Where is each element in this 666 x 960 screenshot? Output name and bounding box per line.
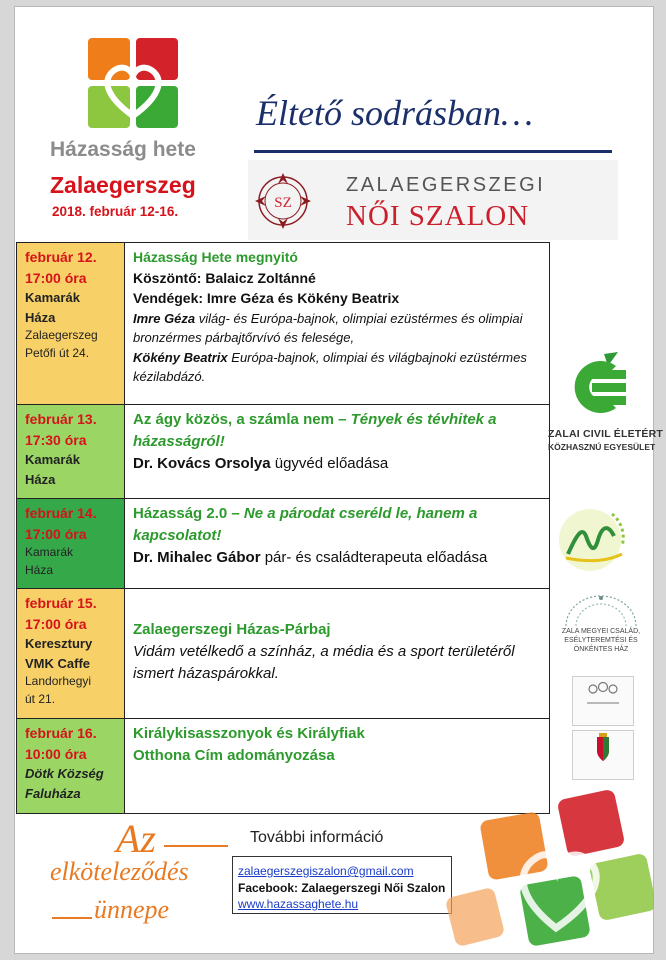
- slogan-rule: [52, 917, 92, 919]
- event-dates: 2018. február 12-16.: [52, 204, 179, 219]
- tagline-underline: [254, 150, 612, 153]
- slogan-line1: Az: [116, 816, 156, 861]
- event-description: [125, 243, 549, 405]
- event-place: VMK Caffe: [25, 655, 91, 671]
- event-place: Háza: [25, 309, 56, 325]
- event-description: [125, 405, 549, 499]
- event-speaker: Dr. Kovács Orsolya ügyvéd előadása: [133, 455, 389, 473]
- event-place: Kamarák: [25, 545, 74, 560]
- zala-logo-text: ZALA MEGYEI CSALÁD, ESÉLYTEREMTÉSI ÉS ÖNKÉNTES HÁZ: [561, 628, 641, 653]
- event-date-cell: [17, 719, 125, 813]
- event-date: február 16.: [25, 725, 97, 741]
- event-row-feb15: [16, 588, 550, 720]
- event-time: 10:00 óra: [25, 745, 87, 762]
- coat-of-arms-icon: [573, 731, 633, 765]
- event-place: Háza: [25, 563, 54, 578]
- csaladbarat-logo: [572, 676, 634, 726]
- event-row-feb12: [16, 242, 550, 406]
- event-greeting: Köszöntő: Balaicz Zoltánné: [133, 269, 316, 286]
- event-place: Háza: [25, 471, 56, 487]
- event-title: Otthona Cím adományozása: [133, 747, 335, 765]
- event-address: Petőfi út 24.: [25, 345, 90, 360]
- event-address: Landorhegyi: [25, 673, 92, 688]
- noi-szalon-logo: [248, 160, 618, 240]
- email-link[interactable]: zalaegerszegiszalon@gmail.com: [238, 864, 414, 878]
- event-guest-bio: Kökény Beatrix Európa-bajnok, olimpiai és világbajnoki ezüstérmes kézilabdázó.: [133, 349, 527, 384]
- event-date: február 13.: [25, 411, 97, 427]
- family-icon: [573, 677, 633, 707]
- event-speaker: Dr. Mihalec Gábor pár- és családterapeuta előadása: [133, 549, 488, 567]
- szalon-emblem-icon: [252, 170, 314, 232]
- event-place: Kamarák: [25, 452, 80, 468]
- event-title: Házasság Hete megnyitó: [133, 249, 298, 265]
- civil-logo-text: ZALAI CIVIL ÉLETÉRT: [548, 428, 664, 440]
- info-title: További információ: [250, 829, 384, 846]
- slogan-line2: elköteleződés: [50, 857, 189, 886]
- event-date: február 14.: [25, 505, 97, 521]
- event-place: Kamarák: [25, 290, 80, 306]
- event-date: február 12.: [25, 249, 97, 265]
- event-guests: Vendégek: Imre Géza és Kökény Beatrix: [133, 290, 400, 307]
- slogan-rule: [164, 845, 228, 847]
- logo-title: Házasság hete: [50, 138, 196, 161]
- decorative-heart-tiles: [444, 788, 654, 954]
- event-title: Az ágy közös, a számla nem – Tények és tévhitek a házasságról!: [133, 411, 497, 451]
- event-time: 17:30 óra: [25, 431, 87, 448]
- event-place: Keresztury: [25, 636, 93, 652]
- event-description: [125, 589, 549, 719]
- event-row-feb14: [16, 498, 550, 590]
- event-place: Faluháza: [25, 785, 81, 801]
- event-time: 17:00 óra: [25, 269, 87, 286]
- event-title: Zalaegerszegi Házas-Párbaj: [133, 621, 331, 638]
- website-link[interactable]: www.hazassaghete.hu: [238, 897, 359, 912]
- civil-eletert-logo-icon: [560, 352, 630, 424]
- city-title: Zalaegerszeg: [50, 172, 196, 198]
- event-address: út 21.: [25, 691, 56, 706]
- event-date: február 15.: [25, 595, 97, 611]
- contact-box: [232, 856, 452, 914]
- event-description: [125, 499, 549, 589]
- slogan-line3: ünnepe: [94, 895, 170, 924]
- event-date-cell: [17, 243, 125, 405]
- event-date-cell: [17, 405, 125, 499]
- event-time: 17:00 óra: [25, 615, 87, 632]
- event-row-feb13: [16, 404, 550, 500]
- event-guest-bio: Imre Géza világ- és Európa-bajnok, olimpiai ezüstérmes és olimpiai bronzérmes párbajtőrvívó és felesége,: [133, 311, 523, 346]
- government-logo: [572, 730, 634, 780]
- event-date-cell: [17, 589, 125, 719]
- hazassag-hete-heart-logo: [88, 38, 180, 130]
- event-desc: Vidám vetélkedő a színház, a média és a sport területéről ismert házaspárokkal.: [133, 643, 515, 683]
- facebook-text: Facebook: Zalaegerszegi Női Szalon: [238, 880, 446, 895]
- szalon-name-line2: NŐI SZALON: [346, 200, 530, 232]
- szalon-name-line1: ZALAEGERSZEGI: [346, 174, 546, 196]
- tagline: Éltető sodrásban…: [256, 93, 534, 133]
- civil-logo-subtext: KÖZHASZNÚ EGYESÜLET: [548, 442, 656, 452]
- event-address: Zalaegerszeg: [25, 327, 98, 342]
- event-place: Dötk Község: [25, 766, 104, 782]
- event-title: Házasság 2.0 – Ne a párodat cseréld le, hanem a kapcsolatot!: [133, 505, 478, 545]
- szalon-monogram: SZ: [274, 195, 292, 211]
- tiszta-forras-logo-icon: [556, 506, 646, 576]
- event-title: Királykisasszonyok és Királyfiak: [133, 725, 365, 742]
- event-time: 17:00 óra: [25, 525, 87, 542]
- event-date-cell: [17, 499, 125, 589]
